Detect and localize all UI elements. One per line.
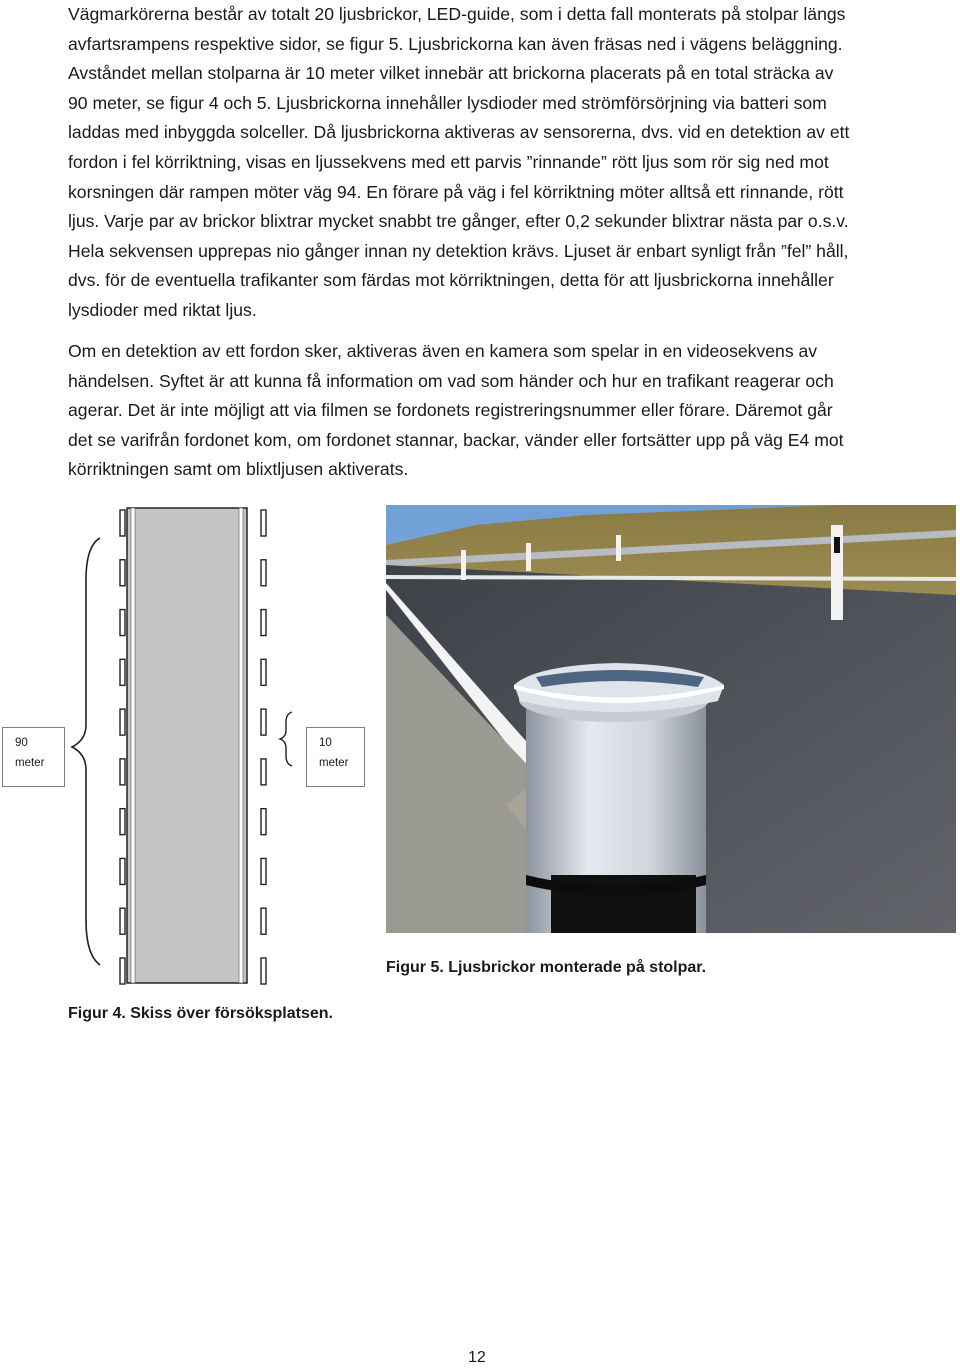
text-line: 90 meter, se figur 4 och 5. Ljusbrickorna innehåller lysdioder med strömförsörjning via batteri som (68, 92, 827, 113)
text-line: agerar. Det är inte möjligt att via filmen se fordonets registreringsnummer eller förare. Däremot går (68, 400, 833, 421)
figure-5-caption: Figur 5. Ljusbrickor monterade på stolpar. (386, 959, 707, 976)
page-number: 12 (468, 1349, 486, 1366)
text-line: lysdioder med riktat ljus. (68, 299, 257, 320)
right-posts (261, 510, 266, 984)
total-length-unit: meter (15, 757, 45, 769)
text-line: ljus. Varje par av brickor blixtrar mycket snabbt tre gånger, efter 0,2 sekunder blixtrar nästa par o.s.v. (68, 211, 849, 232)
text-line: korsningen där rampen möter väg 94. En förare på väg i fel körriktning möter alltså ett rinnande, rött (68, 181, 844, 202)
body-paragraph-1 (68, 0, 938, 326)
road-post (120, 560, 125, 586)
post-spacing-value: 10 (319, 737, 332, 749)
road-post (120, 858, 125, 884)
road-post (120, 510, 125, 536)
total-length-label (2, 727, 65, 787)
road-post (120, 958, 125, 984)
road-post (261, 709, 266, 735)
brace-total (72, 538, 100, 965)
road-post (261, 610, 266, 636)
road-post (261, 958, 266, 984)
road-post (120, 709, 125, 735)
text-line: fordon i fel körriktning, visas en ljussekvens med ett parvis ”rinnande” rött ljus som rör sig ned mot (68, 151, 829, 172)
road-post (120, 908, 125, 934)
road-post (261, 908, 266, 934)
road-post-photo (386, 505, 956, 933)
body-paragraph-2 (68, 337, 938, 485)
road-post (261, 809, 266, 835)
text-line: dvs. för de eventuella trafikanter som färdas mot körriktningen, detta för att ljusbrickorna innehåller (68, 270, 834, 291)
text-line: laddas med inbyggda solceller. Då ljusbrickorna aktiveras av sensorerna, dvs. vid en detektion av ett (68, 122, 850, 143)
road-post (120, 759, 125, 785)
left-posts (120, 510, 125, 984)
total-length-value: 90 (15, 737, 28, 749)
text-line: Avståndet mellan stolparna är 10 meter vilket innebär att brickorna placerats på en total sträcka av (68, 63, 834, 84)
road-post (261, 759, 266, 785)
road-post (120, 610, 125, 636)
road-post (261, 510, 266, 536)
road-post (120, 809, 125, 835)
post-spacing-unit: meter (319, 757, 349, 769)
road-post (261, 858, 266, 884)
road-post (261, 560, 266, 586)
text-line: det se varifrån fordonet kom, om fordonet stannar, backar, vänder eller fortsätter upp på väg E4 mot (68, 429, 844, 450)
text-line: Vägmarkörerna består av totalt 20 ljusbrickor, LED-guide, som i detta fall monterats på stolpar längs (68, 4, 846, 24)
figure-4-caption: Figur 4. Skiss över försöksplatsen. (68, 1005, 333, 1022)
brace-spacing (280, 712, 292, 766)
road-post (261, 659, 266, 685)
road-strip (127, 508, 247, 983)
text-line: Om en detektion av ett fordon sker, aktiveras även en kamera som spelar in en videosekvens av (68, 341, 818, 361)
text-line: händelsen. Syftet är att kunna få information om vad som händer och hur en trafikant reagerar och (68, 370, 834, 391)
text-line: avfartsrampens respektive sidor, se figur 5. Ljusbrickorna kan även fräsas ned i vägens beläggning. (68, 33, 843, 54)
text-line: Hela sekvensen upprepas nio gånger innan ny detektion krävs. Ljuset är enbart synligt från ”fel” håll, (68, 240, 849, 261)
road-post (120, 659, 125, 685)
post-spacing-label (306, 727, 365, 787)
text-line: körriktningen samt om blixtljusen aktiverats. (68, 459, 409, 480)
